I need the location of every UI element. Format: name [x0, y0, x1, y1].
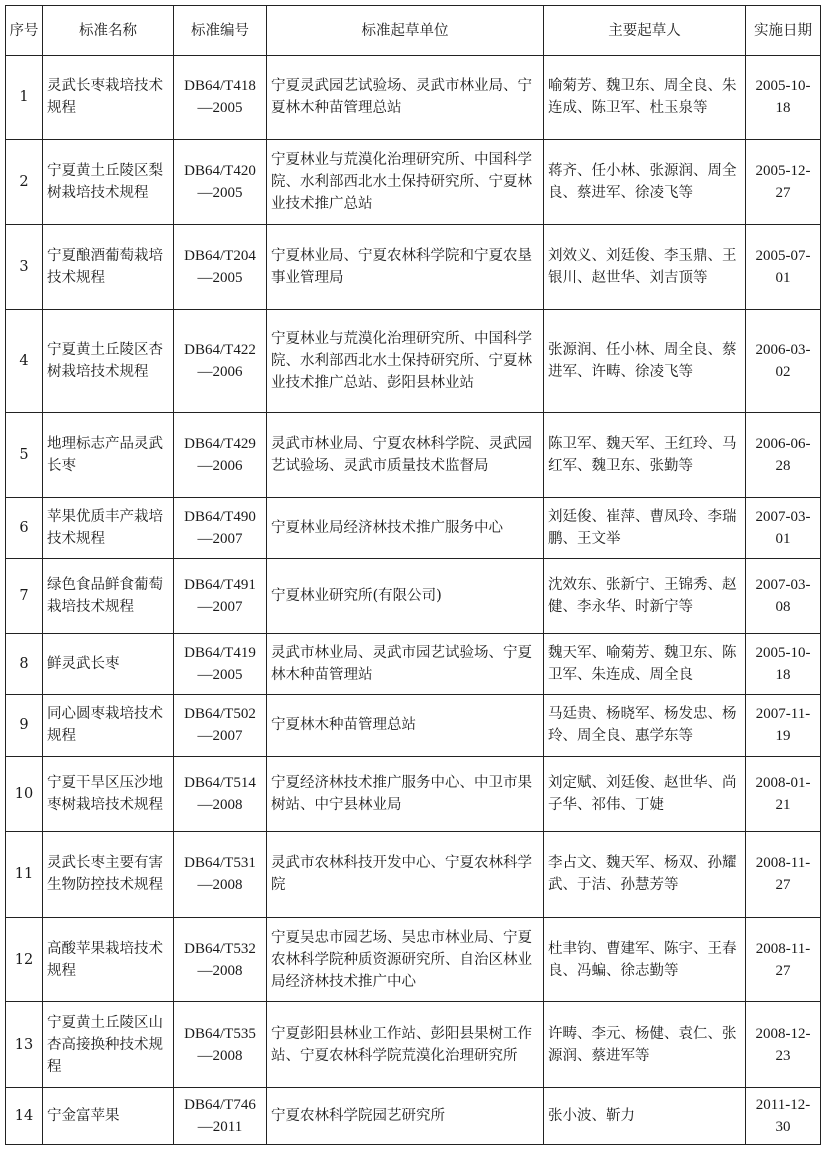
cell-date: 2005-10-18	[746, 56, 821, 140]
cell-name: 地理标志产品灵武长枣	[43, 412, 174, 498]
cell-code: DB64/T418—2005	[174, 56, 267, 140]
cell-seq: 10	[6, 756, 43, 831]
header-seq: 序号	[6, 6, 43, 56]
cell-name: 灵武长枣栽培技术规程	[43, 56, 174, 140]
cell-drafters: 刘廷俊、崔萍、曹凤玲、李瑞鹏、王文举	[544, 498, 746, 559]
table-row	[6, 1087, 821, 1144]
cell-unit: 宁夏林业局经济林技术推广服务中心	[267, 498, 544, 559]
cell-date: 2008-11-27	[746, 917, 821, 1002]
cell-seq: 14	[6, 1087, 43, 1144]
cell-unit: 宁夏林业研究所(有限公司)	[267, 559, 544, 633]
cell-drafters: 魏天军、喻菊芳、魏卫东、陈卫军、朱连成、周全良	[544, 633, 746, 694]
table-row	[6, 559, 821, 633]
table-row	[6, 225, 821, 310]
cell-drafters: 喻菊芳、魏卫东、周全良、朱连成、陈卫军、杜玉泉等	[544, 56, 746, 140]
cell-unit: 宁夏农林科学院园艺研究所	[267, 1087, 544, 1144]
cell-code: DB64/T422—2006	[174, 309, 267, 412]
cell-name: 宁金富苹果	[43, 1087, 174, 1144]
cell-unit: 宁夏吴忠市园艺场、吴忠市林业局、宁夏农林科学院种质资源研究所、自治区林业局经济林技术推广中心	[267, 917, 544, 1002]
cell-seq: 11	[6, 832, 43, 918]
cell-code: DB64/T514—2008	[174, 756, 267, 831]
cell-unit: 宁夏林业局、宁夏农林科学院和宁夏农垦事业管理局	[267, 225, 544, 310]
table-row	[6, 832, 821, 918]
cell-code: DB64/T420—2005	[174, 139, 267, 225]
cell-seq: 7	[6, 559, 43, 633]
cell-date: 2007-11-19	[746, 694, 821, 756]
cell-seq: 12	[6, 917, 43, 1002]
cell-seq: 13	[6, 1002, 43, 1088]
header-code: 标准编号	[174, 6, 267, 56]
cell-date: 2005-10-18	[746, 633, 821, 694]
cell-drafters: 沈效东、张新宁、王锦秀、赵健、李永华、时新宁等	[544, 559, 746, 633]
cell-seq: 5	[6, 412, 43, 498]
header-unit: 标准起草单位	[267, 6, 544, 56]
cell-drafters: 刘效义、刘廷俊、李玉鼎、王银川、赵世华、刘吉顶等	[544, 225, 746, 310]
cell-unit: 宁夏林业与荒漠化治理研究所、中国科学院、水利部西北水土保持研究所、宁夏林业技术推广总站、彭阳县林业站	[267, 309, 544, 412]
cell-drafters: 刘定赋、刘廷俊、赵世华、尚子华、祁伟、丁婕	[544, 756, 746, 831]
cell-seq: 4	[6, 309, 43, 412]
table-row	[6, 633, 821, 694]
cell-unit: 宁夏彭阳县林业工作站、彭阳县果树工作站、宁夏农林科学院荒漠化治理研究所	[267, 1002, 544, 1088]
cell-date: 2006-03-02	[746, 309, 821, 412]
cell-name: 灵武长枣主要有害生物防控技术规程	[43, 832, 174, 918]
cell-code: DB64/T746—2011	[174, 1087, 267, 1144]
standards-table	[5, 5, 821, 1145]
cell-code: DB64/T502—2007	[174, 694, 267, 756]
cell-date: 2008-12-23	[746, 1002, 821, 1088]
table-row	[6, 412, 821, 498]
header-date: 实施日期	[746, 6, 821, 56]
cell-seq: 1	[6, 56, 43, 140]
cell-code: DB64/T419—2005	[174, 633, 267, 694]
cell-name: 高酸苹果栽培技术规程	[43, 917, 174, 1002]
table-row	[6, 139, 821, 225]
cell-unit: 宁夏灵武园艺试验场、灵武市林业局、宁夏林木种苗管理总站	[267, 56, 544, 140]
cell-unit: 灵武市林业局、灵武市园艺试验场、宁夏林木种苗管理站	[267, 633, 544, 694]
table-header	[6, 6, 821, 56]
table-row	[6, 1002, 821, 1088]
cell-code: DB64/T531—2008	[174, 832, 267, 918]
table-row	[6, 498, 821, 559]
cell-code: DB64/T490—2007	[174, 498, 267, 559]
cell-date: 2011-12-30	[746, 1087, 821, 1144]
table-row	[6, 694, 821, 756]
cell-name: 同心圆枣栽培技术规程	[43, 694, 174, 756]
cell-seq: 6	[6, 498, 43, 559]
cell-code: DB64/T532—2008	[174, 917, 267, 1002]
cell-date: 2008-01-21	[746, 756, 821, 831]
cell-unit: 宁夏林业与荒漠化治理研究所、中国科学院、水利部西北水土保持研究所、宁夏林业技术推广总站	[267, 139, 544, 225]
cell-code: DB64/T429—2006	[174, 412, 267, 498]
cell-code: DB64/T491—2007	[174, 559, 267, 633]
cell-name: 宁夏黄土丘陵区山杏高接换种技术规程	[43, 1002, 174, 1088]
header-drafters: 主要起草人	[544, 6, 746, 56]
cell-unit: 灵武市农林科技开发中心、宁夏农林科学院	[267, 832, 544, 918]
cell-date: 2005-12-27	[746, 139, 821, 225]
cell-name: 宁夏黄土丘陵区梨树栽培技术规程	[43, 139, 174, 225]
cell-drafters: 马廷贵、杨晓军、杨发忠、杨玲、周全良、惠学东等	[544, 694, 746, 756]
cell-date: 2006-06-28	[746, 412, 821, 498]
table-row	[6, 309, 821, 412]
cell-unit: 灵武市林业局、宁夏农林科学院、灵武园艺试验场、灵武市质量技术监督局	[267, 412, 544, 498]
cell-drafters: 陈卫军、魏天军、王红玲、马红军、魏卫东、张勤等	[544, 412, 746, 498]
cell-code: DB64/T204—2005	[174, 225, 267, 310]
cell-date: 2005-07-01	[746, 225, 821, 310]
cell-seq: 3	[6, 225, 43, 310]
table-row	[6, 56, 821, 140]
table-body	[6, 56, 821, 1145]
cell-name: 宁夏酿酒葡萄栽培技术规程	[43, 225, 174, 310]
cell-date: 2007-03-08	[746, 559, 821, 633]
cell-name: 宁夏干旱区压沙地枣树栽培技术规程	[43, 756, 174, 831]
cell-drafters: 张小波、靳力	[544, 1087, 746, 1144]
cell-drafters: 许畴、李元、杨健、袁仁、张源润、蔡进军等	[544, 1002, 746, 1088]
cell-seq: 2	[6, 139, 43, 225]
cell-name: 苹果优质丰产栽培技术规程	[43, 498, 174, 559]
cell-code: DB64/T535—2008	[174, 1002, 267, 1088]
cell-seq: 9	[6, 694, 43, 756]
cell-date: 2007-03-01	[746, 498, 821, 559]
cell-drafters: 张源润、任小林、周全良、蔡进军、许畴、徐凌飞等	[544, 309, 746, 412]
cell-drafters: 李占文、魏天军、杨双、孙耀武、于洁、孙慧芳等	[544, 832, 746, 918]
cell-drafters: 杜聿钧、曹建军、陈宇、王春良、冯蝙、徐志勤等	[544, 917, 746, 1002]
header-name: 标准名称	[43, 6, 174, 56]
cell-drafters: 蒋齐、任小林、张源润、周全良、蔡进军、徐凌飞等	[544, 139, 746, 225]
cell-seq: 8	[6, 633, 43, 694]
cell-unit: 宁夏林木种苗管理总站	[267, 694, 544, 756]
cell-name: 鲜灵武长枣	[43, 633, 174, 694]
cell-name: 绿色食品鲜食葡萄栽培技术规程	[43, 559, 174, 633]
cell-unit: 宁夏经济林技术推广服务中心、中卫市果树站、中宁县林业局	[267, 756, 544, 831]
cell-date: 2008-11-27	[746, 832, 821, 918]
cell-name: 宁夏黄土丘陵区杏树栽培技术规程	[43, 309, 174, 412]
table-row	[6, 756, 821, 831]
table-row	[6, 917, 821, 1002]
